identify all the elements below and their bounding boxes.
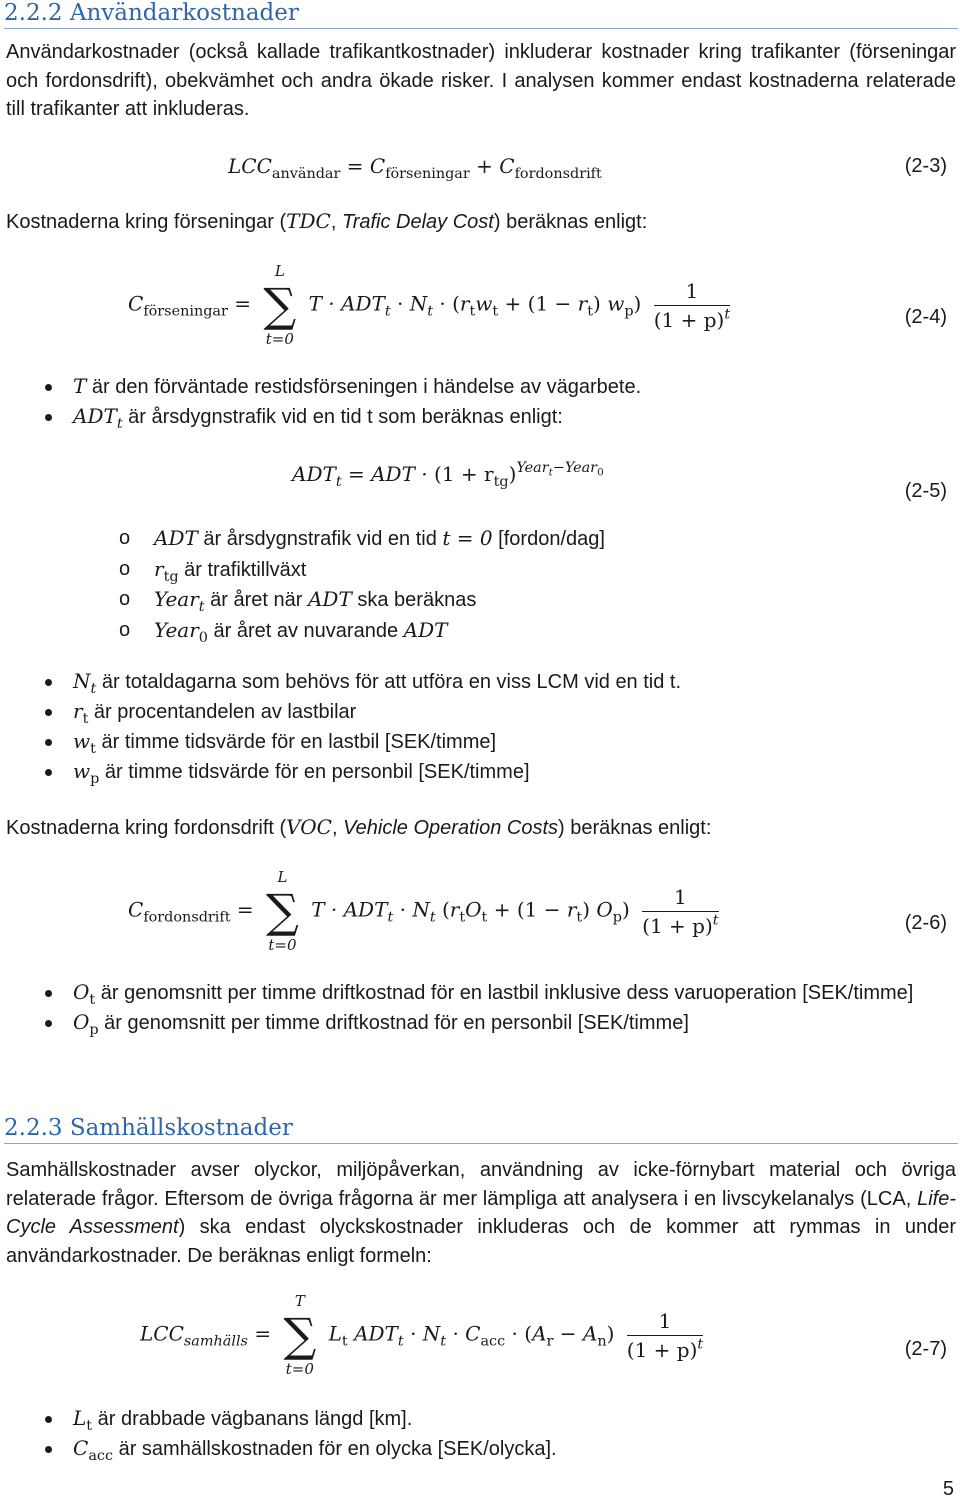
list-item: $w_t$ är timme tidsvärde för en lastbil [SEK/timme] — [0, 727, 950, 757]
eq23-c1-sub: förseningar — [385, 166, 470, 183]
eq24-body: T · ADT — [308, 291, 385, 316]
intro-paragraph: Användarkostnader (också kallade trafikantkostnader) inkluderar kostnader kring trafikanter (förseningar och fordonsdrift), obekvämhet och andra ökade risker. I analysen kommer endast kostnaderna relaterade till trafikanter att inkluderas. — [6, 41, 956, 120]
list-item: o Year$_t$ är året när ADT ska beräknas — [0, 585, 605, 616]
tdc-intro-line: Kostnaderna kring förseningar (TDC, Trafic Delay Cost) beräknas enligt: — [6, 209, 648, 233]
tdc-symbol: TDC — [286, 209, 331, 233]
equation-number-2-7: (2-7) — [904, 1338, 947, 1360]
eq23-lhs: LCC — [228, 154, 272, 178]
section-223-paragraph: Samhällskostnader avser olyckor, miljöpåverkan, användning av icke-förnybart material och övriga relaterade frågor. Eftersom de övriga frågorna är mer lämpliga att analysera i en livscykelanalys (LCA, Life-Cycle Assessment) ska endast olyckskostnader inkluderas och de kommer att rymmas in under användarkostnader. De beräknas enligt formeln: — [6, 1159, 957, 1267]
voc-symbol: VOC — [286, 815, 332, 839]
eq24-sum-lower: t=0 — [265, 330, 294, 348]
eq27-fraction: $\frac{1}{(1 + p)^t}$ — [626, 1308, 704, 1362]
eq23-lhs-sub: användar — [271, 166, 341, 183]
equation-number-2-6: (2-6) — [904, 912, 947, 934]
eq24-lhs-sub: förseningar — [143, 303, 228, 320]
equation-2-7: $LCC_{samhälls} = T$ ∑ t=0 $L_t$ $ADT_t \cdot N_t \cdot C_{acc} \cdot (A_r - A_n)$ $\frac{1}{(1 + p)^t}$ — [140, 1292, 704, 1378]
equation-2-5: $ADT_t$ = ADT · $(1 + r_{tg})^{Year_t-Year_0}$ — [292, 460, 604, 491]
eq23-c2: C — [499, 154, 515, 178]
list-item: T är den förväntade restidsförseningen i händelse av vägarbete. — [0, 372, 950, 402]
eq27-sum: T ∑ t=0 — [283, 1292, 317, 1378]
bullet-list-a — [0, 372, 950, 432]
list-item: o ADT är årsdygnstrafik vid en tid t = 0 [fordon/dag] — [0, 524, 605, 555]
section-heading-223: 2.2.3 Samhällskostnader — [4, 1115, 958, 1144]
equation-number-2-3: (2-3) — [904, 155, 947, 177]
list-item: $L_t$ är drabbade vägbanans längd [km]. — [0, 1404, 950, 1434]
bullet-list-c — [0, 978, 950, 1038]
equation-number-2-4: (2-4) — [904, 306, 947, 328]
equation-2-3: $LCC_{användar} = C_{förseningar} + C_{fordonsdrift}$ — [228, 154, 602, 183]
list-item: o $r_{tg}$ är trafiktillväxt — [0, 555, 605, 586]
list-item: $ADT_t$ är årsdygnstrafik vid en tid t som beräknas enligt: — [0, 402, 950, 432]
eq24-lhs: C — [128, 291, 144, 316]
eq24-fraction: $\frac{1}{(1 + p)^t}$ — [653, 278, 731, 332]
section-heading-222: 2.2.2 Användarkostnader — [4, 0, 958, 29]
eq26-fraction: $\frac{1}{(1 + p)^t}$ — [642, 884, 719, 938]
voc-intro-line: Kostnaderna kring fordonsdrift (VOC, Vehicle Operation Costs) beräknas enligt: — [6, 815, 712, 839]
page-number: 5 — [942, 1478, 954, 1500]
list-item: $O_p$ är genomsnitt per timme driftkostnad för en personbil [SEK/timme] — [0, 1008, 950, 1038]
equation-number-2-5: (2-5) — [904, 480, 947, 502]
list-item: $r_t$ är procentandelen av lastbilar — [0, 697, 950, 727]
eq23-c2-sub: fordonsdrift — [514, 166, 602, 183]
eq23-c1: C — [369, 154, 386, 178]
eq24-sum-upper: L — [274, 262, 285, 280]
list-item: o Year$_0$ är året av nuvarande ADT — [0, 616, 605, 647]
tdc-text-pre: Kostnaderna kring förseningar ( — [6, 211, 287, 233]
equation-2-4: $C_{förseningar} = L$ ∑ t=0 $T \cdot ADT_t \cdot N_t \cdot (r_tw_t + (1 - r_t)$ $w_p$) $\frac{1}{(1 + p)^t}$ — [128, 262, 731, 348]
eq26-sum: L ∑ t=0 — [266, 868, 299, 954]
tdc-italic: Trafic Delay Cost — [341, 211, 494, 233]
list-item: $w_p$ är timme tidsvärde för en personbil [SEK/timme] — [0, 757, 950, 787]
list-item: $C_{acc}$ är samhällskostnaden för en olycka [SEK/olycka]. — [0, 1434, 950, 1464]
list-item: $N_t$ är totaldagarna som behövs för att utföra en viss LCM vid en tid t. — [0, 667, 950, 697]
bullet-list-d — [0, 1404, 950, 1464]
bullet-list-b — [0, 667, 950, 787]
eq24-sum: L ∑ t=0 — [263, 262, 297, 348]
equation-2-6: $C_{fordonsdrift} = L$ ∑ t=0 $T \cdot ADT_t \cdot N_t$ ($r_tO_t + (1 - r_t)$ $O_p$) $\frac{1}{(1 + p)^t}$ — [128, 868, 719, 954]
tdc-text-post: ) beräknas enligt: — [493, 211, 648, 233]
sub-bullet-list — [0, 524, 605, 646]
list-item: $O_t$ är genomsnitt per timme driftkostnad för en lastbil inklusive dess varuoperation [SEK/timme] — [0, 978, 950, 1008]
